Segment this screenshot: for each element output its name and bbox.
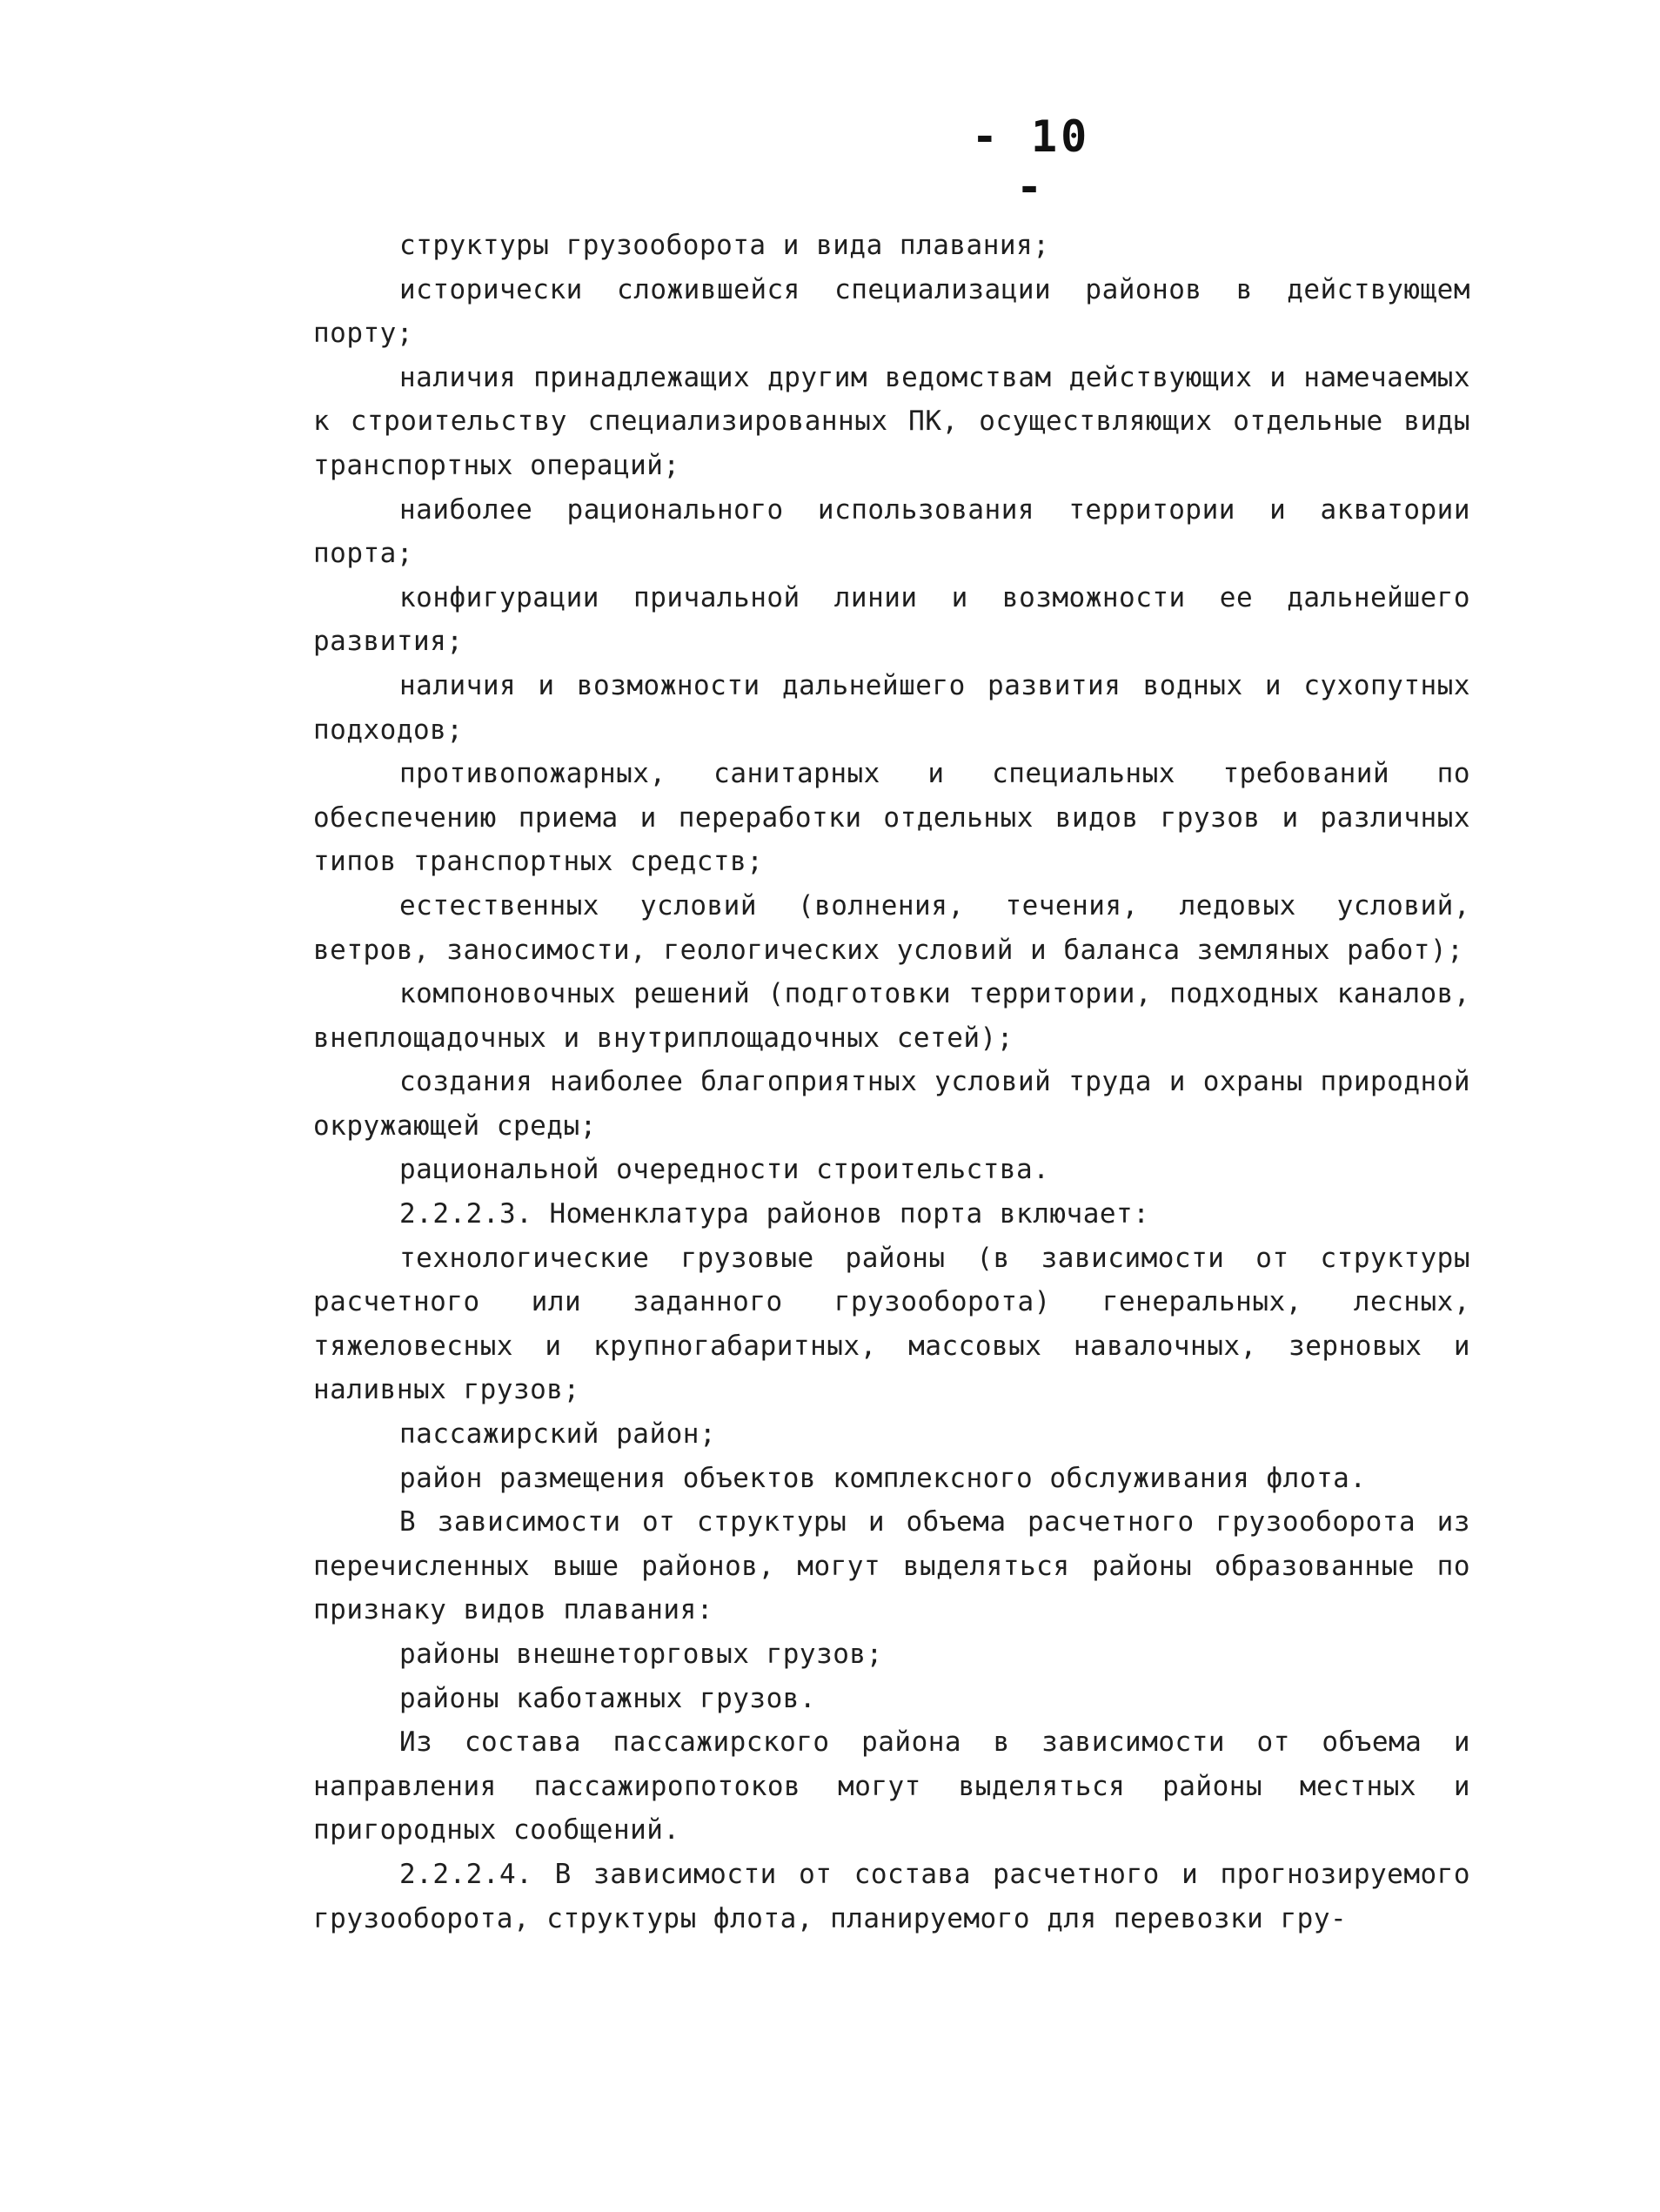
paragraph: пассажирский район; [399, 1418, 717, 1451]
paragraph: исторически сложившейся специализации районов в действующем порту; [313, 273, 1470, 350]
paragraph: Из состава пассажирского района в зависимости от объема и направления пассажиропотоков могут выделяться районы местных и пригородных сообщений. [313, 1726, 1470, 1847]
paragraph: создания наиболее благоприятных условий труда и охраны природной окружающей среды; [313, 1066, 1470, 1142]
paragraph: 2.2.2.4. В зависимости от состава расчетного и прогнозируемого грузооборота, структуры флота, планируемого для перевозки гру- [313, 1858, 1470, 1934]
paragraph: 2.2.2.3. Номенклатура районов порта включает: [399, 1198, 1150, 1230]
paragraph: В зависимости от структуры и объема расчетного грузооборота из перечисленных выше районов, могут выделяться районы образованные по признаку видов плавания: [313, 1506, 1470, 1626]
paragraph: технологические грузовые районы (в зависимости от структуры расчетного или заданного грузооборота) генеральных, лесных, тяжеловесных и крупногабаритных, массовых навалочных, зерновых и наливных грузов; [313, 1242, 1470, 1406]
paragraph: противопожарных, санитарных и специальных требований по обеспечению приема и переработки отдельных видов грузов и различных типов транспортных средств; [313, 758, 1470, 878]
paragraph: компоновочных решений (подготовки территории, подходных каналов, внеплощадочных и внутриплощадочных сетей); [313, 978, 1470, 1054]
paragraph: районы каботажных грузов. [399, 1682, 817, 1714]
paragraph: наиболее рационального использования территории и акватории порта; [313, 493, 1470, 570]
paragraph: естественных условий (волнения, течения, ледовых условий, ветров, заносимости, геологических условий и баланса земляных работ); [313, 889, 1470, 966]
paragraph: районы внешнеторговых грузов; [399, 1639, 883, 1670]
paragraph: рациональной очередности строительства. [399, 1154, 1050, 1186]
paragraph: наличия принадлежащих другим ведомствам действующих и намечаемых к строительству специализированных ПК, осуществляющих отдельные виды транспортных операций; [313, 361, 1470, 481]
page-number: - 10 - [971, 111, 1091, 212]
body-text [313, 224, 1470, 1941]
paragraph: район размещения объектов комплексного обслуживания флота. [399, 1462, 1367, 1494]
paragraph: структуры грузооборота и вида плавания; [399, 230, 1050, 261]
paragraph: наличия и возможности дальнейшего развития водных и сухопутных подходов; [313, 669, 1470, 746]
paragraph: конфигурации причальной линии и возможности ее дальнейшего развития; [313, 581, 1470, 658]
